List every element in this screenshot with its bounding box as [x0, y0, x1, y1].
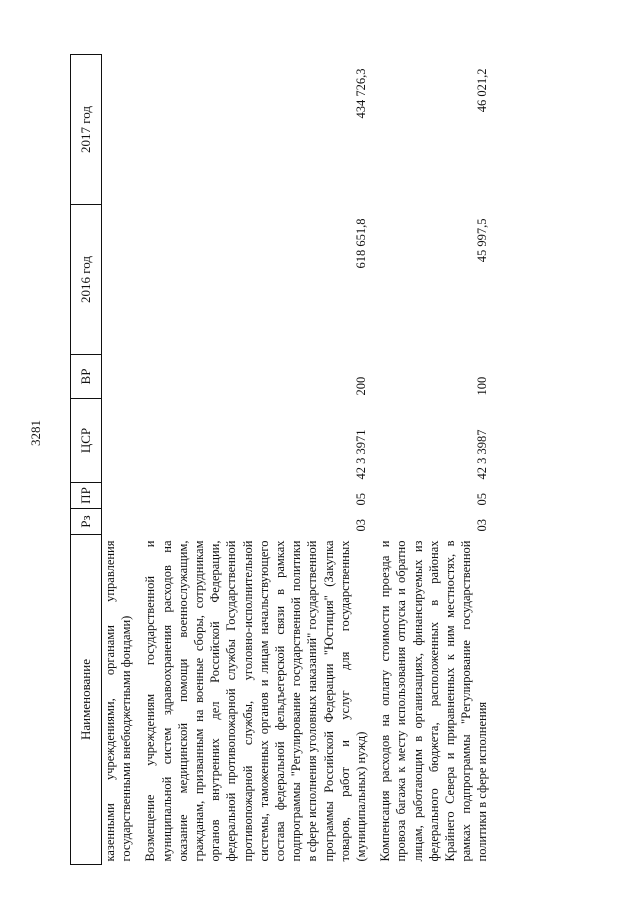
row-2016: 618 651,8: [354, 218, 369, 269]
table-row: [142, 55, 369, 865]
budget-table-rotated: [70, 55, 580, 865]
header-2016: 2016 год: [71, 205, 102, 355]
row-csr: 42 3 3987: [475, 429, 490, 480]
header-rz: Рз: [71, 509, 102, 535]
table-row: [377, 55, 490, 865]
row-name: Компенсация расходов на оплату стоимости проезда и провоза багажа к месту использования отпуска и обратно лицам, работающим в организациях, финансируемых из федерального бюджета, расположенных в районах Крайнего Севера и приравненных к ним местностях, в рамках подпрограммы "Регулирование государственной политики в сфере исполнения: [378, 540, 490, 862]
page-number: 3281: [28, 420, 43, 446]
row-pr: 05: [354, 493, 369, 506]
row-name: казенными учреждениями, органами управления государственными внебюджетными фондами): [103, 540, 134, 862]
header-name: Наименование: [71, 535, 102, 865]
row-2017: 46 021,2: [475, 68, 490, 113]
row-2017: 434 726,3: [354, 68, 369, 119]
header-vr: ВР: [71, 355, 102, 399]
row-rz: 03: [354, 519, 369, 532]
row-csr: 42 3 3971: [354, 429, 369, 480]
row-vr: 100: [475, 376, 490, 396]
header-pr: ПР: [71, 483, 102, 509]
budget-table: [70, 54, 491, 865]
row-name: Возмещение учреждениям государственной и муниципальной систем здравоохранения расходов на оказание медицинской помощи военнослужащим, гражданам, призванным на военные сборы, сотрудникам органов внутренних дел Российской Федерации, федеральной противопожарной службы Государственной противопожарной службы, уголовно-исполнительной системы, таможенных органов и лицам начальствующего состава федеральной фельдъегерской связи в рамках подпрограммы "Регулирование государственной политики в сфере исполнения уголовных наказаний" государственной программы Российской Федерации "Юстиция" (Закупка товаров, работ и услуг для государственных (муниципальных) нужд): [143, 540, 369, 862]
row-rz: 03: [475, 519, 490, 532]
row-vr: 200: [354, 376, 369, 396]
table-header-row: [71, 55, 102, 865]
table-row: [102, 55, 135, 865]
row-pr: 05: [475, 493, 490, 506]
row-2016: 45 997,5: [475, 218, 490, 263]
header-2017: 2017 год: [71, 55, 102, 205]
header-csr: ЦСР: [71, 399, 102, 483]
